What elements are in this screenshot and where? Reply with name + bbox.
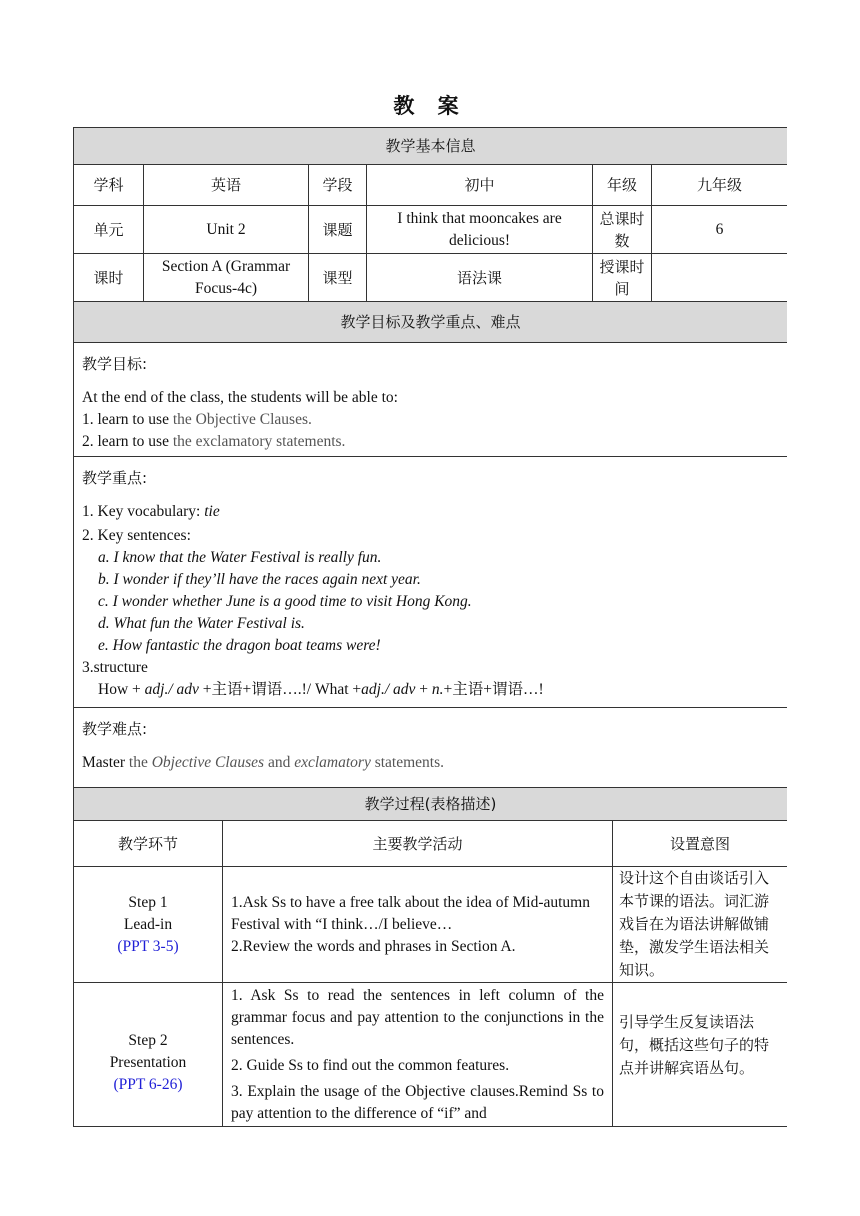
structure-formula: How + adj./ adv +主语+谓语….!/ What +adj./ adv + n.+主语+谓语…! [98,681,544,698]
step-number: Step 1 [128,893,168,911]
period-value: Section A (Grammar Focus-4c) [144,254,309,302]
key-vocabulary: 1. Key vocabulary: tie [82,503,220,520]
lesson-plan-table [73,127,787,788]
step-purpose: 设计这个自由谈话引入本节课的语法。词汇游戏旨在为语法讲解做铺垫，激发学生语法相关知识。 [613,867,788,983]
difficult-points-label: 教学难点: [82,720,148,738]
step-name: Presentation [109,1053,187,1071]
total-periods-value: 6 [652,206,788,254]
activity-item: 1.Ask Ss to have a free talk about the idea of Mid-autumn Festival with “I think…/I believe… [231,893,590,933]
teaching-goals-cell [74,343,788,457]
step-ppt-ref: (PPT 6-26) [113,1075,183,1093]
grade-value: 九年级 [652,165,788,206]
basic-info-header: 教学基本信息 [74,128,788,165]
step-activities [223,983,613,1128]
step-name: Lead-in [123,915,173,933]
difficult-points-text: Master the Objective Clauses and exclamatory statements. [82,754,445,771]
objectives-header: 教学目标及教学重点、难点 [74,302,788,343]
activity-item: 2. Guide Ss to find out the common features. [231,1057,510,1074]
unit-value: Unit 2 [144,206,309,254]
step-cell [74,983,223,1128]
key-points-cell [74,457,788,708]
total-periods-label: 总课时数 [593,206,652,254]
stage-label: 学段 [309,165,367,206]
activity-item: 3. Explain the usage of the Objective clauses.Remind Ss to pay attention to the difference of “if” and [231,1083,604,1122]
topic-label: 课题 [309,206,367,254]
key-sentence: c. I wonder whether June is a good time to visit Hong Kong. [98,593,472,610]
activity-item: 1. Ask Ss to read the sentences in left column of the grammar focus and pay attention to the conjunctions in the sentences. [231,987,604,1048]
structure-label: 3.structure [82,659,148,676]
step-ppt-ref: (PPT 3-5) [117,937,179,955]
step-purpose: 引导学生反复读语法句，概括这些句子的特点并讲解宾语丛句。 [613,983,788,1128]
teaching-time-value [652,254,788,302]
key-sentence: b. I wonder if they’ll have the races again next year. [98,571,421,588]
activity-item: 2.Review the words and phrases in Section A. [231,937,516,955]
grade-label: 年级 [593,165,652,206]
goal-item-2: 2. learn to use the exclamatory statements. [82,433,346,450]
col-header-purpose: 设置意图 [613,821,788,867]
col-header-activities: 主要教学活动 [223,821,613,867]
lesson-type-label: 课型 [309,254,367,302]
period-label: 课时 [74,254,144,302]
difficult-points-cell [74,708,788,788]
step-cell [74,867,223,983]
step-number: Step 2 [128,1031,168,1049]
goal-item-1: 1. learn to use the Objective Clauses. [82,411,312,428]
process-table [73,787,787,1127]
lesson-plan-frame [73,127,787,1127]
subject-value: 英语 [144,165,309,206]
lesson-type-value: 语法课 [367,254,593,302]
key-sentence: a. I know that the Water Festival is really fun. [98,549,382,566]
stage-value: 初中 [367,165,593,206]
process-header: 教学过程(表格描述) [74,788,788,821]
key-sentence: d. What fun the Water Festival is. [98,615,305,632]
goals-intro: At the end of the class, the students will be able to: [82,389,398,406]
col-header-step: 教学环节 [74,821,223,867]
key-sentence: e. How fantastic the dragon boat teams were! [98,637,381,654]
key-points-label: 教学重点: [82,469,148,487]
topic-value: I think that mooncakes are delicious! [367,206,593,254]
key-sentences-label: 2. Key sentences: [82,527,191,544]
teaching-goals-label: 教学目标: [82,355,148,373]
teaching-time-label: 授课时间 [593,254,652,302]
subject-label: 学科 [74,165,144,206]
unit-label: 单元 [74,206,144,254]
document-title: 教 案 [393,94,467,118]
step-activities [223,867,613,983]
